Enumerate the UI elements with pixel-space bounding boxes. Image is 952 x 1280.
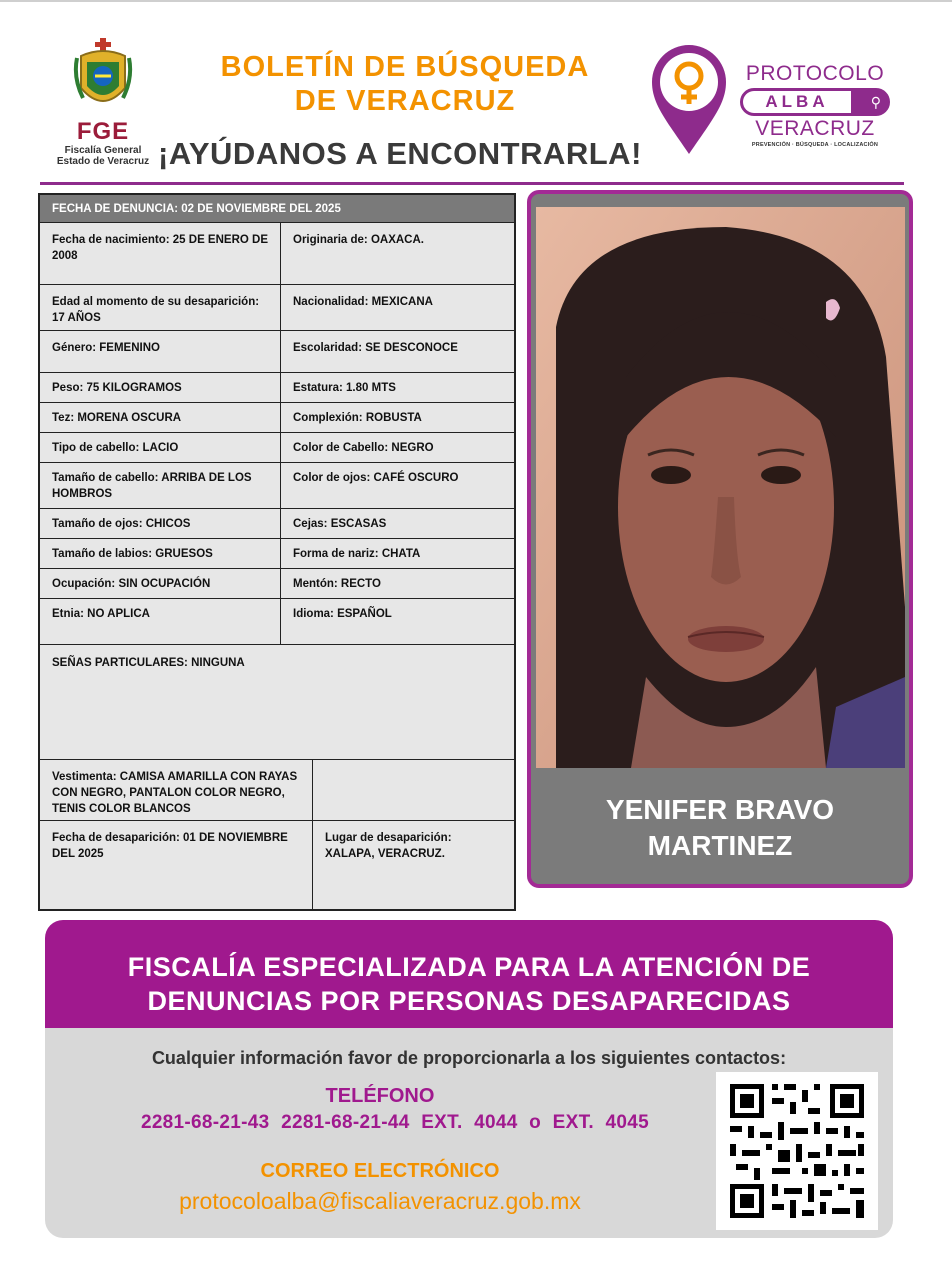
alba-tagline: PREVENCIÓN · BÚSQUEDA · LOCALIZACIÓN xyxy=(751,142,879,148)
fecha-denuncia: FECHA DE DENUNCIA: 02 DE NOVIEMBRE DEL 2025 xyxy=(40,195,514,223)
cell-edad: Edad al momento de su desaparición: 17 AÑOS xyxy=(40,285,281,331)
cell-tamano-cabello: Tamaño de cabello: ARRIBA DE LOS HOMBROS xyxy=(40,463,281,509)
cell-nacionalidad: Nacionalidad: MEXICANA xyxy=(281,285,514,331)
cell-idioma: Idioma: ESPAÑOL xyxy=(281,599,514,645)
alba-protocolo-text: PROTOCOLO xyxy=(745,62,885,85)
top-border xyxy=(0,0,952,2)
missing-person-photo xyxy=(536,207,905,768)
header-divider xyxy=(40,182,904,185)
cell-originaria: Originaria de: OAXACA. xyxy=(281,223,514,285)
alba-veracruz-text: VERACRUZ xyxy=(755,117,875,140)
fge-name-line2: Estado de Veracruz xyxy=(56,156,150,167)
search-icon: ⚲ xyxy=(870,94,881,110)
cell-empty xyxy=(313,760,514,821)
telefono-numbers[interactable]: 2281-68-21-43 2281-68-21-44 EXT. 4044 o EXT. 4045 xyxy=(140,1112,650,1133)
telefono-label: TELÉFONO xyxy=(325,1085,435,1107)
bulletin-subtitle: ¡AYÚDANOS A ENCONTRARLA! xyxy=(158,136,642,171)
cell-etnia: Etnia: NO APLICA xyxy=(40,599,281,645)
portrait-illustration xyxy=(536,207,905,768)
veracruz-crest-icon xyxy=(73,38,133,114)
bulletin-title-line2: DE VERACRUZ xyxy=(294,85,516,117)
fiscalia-banner xyxy=(45,920,893,1028)
banner-line2: DENUNCIAS POR PERSONAS DESAPARECIDAS xyxy=(147,986,791,1016)
person-name xyxy=(531,774,909,874)
cell-genero: Género: FEMENINO xyxy=(40,331,281,373)
fge-abbreviation: FGE xyxy=(76,118,130,145)
cell-complexion: Complexión: ROBUSTA xyxy=(281,403,514,433)
fge-name-line1: Fiscalía General xyxy=(64,145,142,156)
cell-lugar-desaparicion: Lugar de desaparición: XALAPA, VERACRUZ. xyxy=(325,832,452,860)
cell-menton: Mentón: RECTO xyxy=(281,569,514,599)
correo-label: CORREO ELECTRÓNICO xyxy=(260,1160,500,1182)
qr-code[interactable] xyxy=(716,1072,878,1230)
cell-vestimenta: Vestimenta: CAMISA AMARILLA CON RAYAS CON NEGRO, PANTALON COLOR NEGRO, TENIS COLOR BLANCOS xyxy=(40,760,313,821)
protocolo-alba-logo xyxy=(735,62,895,148)
photo-panel xyxy=(527,190,913,888)
cell-color-cabello: Color de Cabello: NEGRO xyxy=(281,433,514,463)
alba-name: ALBA xyxy=(743,91,851,113)
person-name-line2: MARTINEZ xyxy=(647,830,793,861)
contact-panel xyxy=(45,1028,893,1238)
person-info-table xyxy=(38,193,516,911)
cell-fecha-desaparicion: Fecha de desaparición: 01 DE NOVIEMBRE DEL 2025 xyxy=(40,821,313,909)
fge-logo xyxy=(48,38,158,168)
cell-nacimiento: Fecha de nacimiento: 25 DE ENERO DE 2008 xyxy=(40,223,281,285)
cell-tez: Tez: MORENA OSCURA xyxy=(40,403,281,433)
cell-color-ojos: Color de ojos: CAFÉ OSCURO xyxy=(281,463,514,509)
banner-line1: FISCALÍA ESPECIALIZADA PARA LA ATENCIÓN DE xyxy=(127,952,811,982)
cell-escolaridad: Escolaridad: SE DESCONOCE xyxy=(281,331,514,373)
cell-cejas: Cejas: ESCASAS xyxy=(281,509,514,539)
cell-tipo-cabello: Tipo de cabello: LACIO xyxy=(40,433,281,463)
qr-code-icon xyxy=(716,1072,878,1230)
cell-tamano-ojos: Tamaño de ojos: CHICOS xyxy=(40,509,281,539)
cell-senas-particulares: SEÑAS PARTICULARES: NINGUNA xyxy=(40,645,514,760)
cell-nariz: Forma de nariz: CHATA xyxy=(281,539,514,569)
cell-peso: Peso: 75 KILOGRAMOS xyxy=(40,373,281,403)
bulletin-title xyxy=(180,50,630,118)
cell-ocupacion: Ocupación: SIN OCUPACIÓN xyxy=(40,569,281,599)
alba-pill xyxy=(740,88,890,116)
cell-estatura: Estatura: 1.80 MTS xyxy=(281,373,514,403)
cell-labios: Tamaño de labios: GRUESOS xyxy=(40,539,281,569)
bulletin-title-line1: BOLETÍN DE BÚSQUEDA xyxy=(220,51,590,83)
person-name-line1: YENIFER BRAVO xyxy=(605,794,835,825)
contact-intro: Cualquier información favor de proporcionarla a los siguientes contactos: xyxy=(151,1048,787,1068)
map-pin-female-icon xyxy=(648,42,730,158)
correo-address[interactable]: protocoloalba@fiscaliaveracruz.gob.mx xyxy=(179,1188,581,1214)
